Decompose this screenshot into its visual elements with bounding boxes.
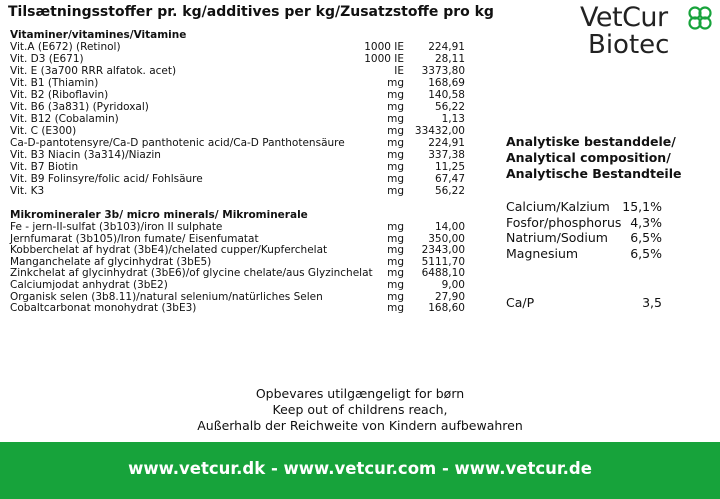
ratio-name: Ca/P [506, 295, 535, 310]
minerals-header: Mikromineraler 3b/ micro minerals/ Mikrominerale [10, 209, 308, 221]
row-name: Vit. E (3a700 RRR alfatok. acet) [10, 65, 177, 77]
row-unit: mg [387, 137, 404, 149]
table-row [10, 53, 465, 65]
table-row [10, 173, 465, 185]
table-row [10, 89, 465, 101]
vitamins-header: Vitaminer/vitamines/Vitamine [10, 29, 187, 41]
row-value: 33432,00 [414, 125, 465, 137]
footer-urls[interactable]: www.vetcur.dk - www.vetcur.com - www.vetcur.de [128, 459, 592, 478]
row-unit: mg [387, 89, 404, 101]
logo-line2: Biotec [588, 30, 670, 60]
row-value: 27,90 [434, 290, 465, 303]
analytical-title-line: Analytische Bestandteile [506, 166, 682, 181]
row-value: 350,00 [428, 232, 465, 245]
table-row [10, 101, 465, 113]
row-value: 28,11 [434, 53, 465, 65]
row-name: Zinkchelat af glycinhydrat (3bE6)/of glycine chelate/aus Glyzinchelat [10, 267, 373, 280]
footer-bar [0, 442, 720, 499]
row-value: 168,69 [428, 77, 465, 89]
row-name: Vit. K3 [10, 185, 45, 197]
row-value: 6,5% [630, 245, 662, 261]
row-unit: mg [387, 267, 404, 280]
row-value: 15,1% [622, 199, 662, 214]
row-value: 6488,10 [421, 267, 465, 280]
table-row [10, 113, 465, 125]
row-value: 9,00 [441, 279, 465, 291]
table-row [10, 233, 465, 245]
row-value: 224,91 [428, 137, 465, 149]
row-unit: mg [387, 232, 404, 245]
row-value: 4,3% [630, 214, 662, 230]
row-value: 168,60 [428, 302, 465, 315]
row-value: 337,38 [428, 149, 465, 161]
table-row [10, 302, 465, 314]
table-row [10, 244, 465, 256]
logo-line1: VetCur [580, 2, 668, 33]
row-name: Jernfumarat (3b105)/Iron fumate/ Eisenfumatat [10, 232, 259, 245]
row-value: 11,25 [434, 161, 465, 173]
vetcur-biotec-logo [568, 2, 718, 62]
row-name: Ca-D-pantotensyre/Ca-D panthotenic acid/Ca-D Panthotensäure [10, 137, 345, 149]
row-name: Fosfor/phosphorus [506, 214, 622, 230]
row-unit: mg [387, 113, 404, 125]
table-row [10, 41, 465, 53]
row-value: 67,47 [434, 173, 465, 185]
row-name: Cobaltcarbonat monohydrat (3bE3) [10, 302, 197, 315]
ratio-value: 3,5 [642, 295, 662, 310]
row-unit: 1000 IE [364, 53, 404, 65]
row-name: Fe - jern-II-sulfat (3b103)/iron II sulphate [10, 221, 223, 233]
row-unit: IE [394, 65, 404, 77]
keep-out-notice [0, 386, 720, 434]
row-unit: mg [387, 185, 404, 197]
row-value: 14,00 [434, 221, 465, 233]
table-row [10, 221, 465, 233]
ratio-row [506, 295, 662, 311]
row-name: Vit.A (E672) (Retinol) [10, 41, 121, 53]
row-unit: mg [387, 255, 404, 268]
row-unit: mg [387, 101, 404, 113]
row-unit: mg [387, 77, 404, 89]
row-name: Vit. D3 (E671) [10, 53, 84, 65]
row-name: Organisk selen (3b8.11)/natural selenium/natürliches Selen [10, 290, 323, 303]
row-unit: mg [387, 125, 404, 137]
row-name: Manganchelate af glycinhydrat (3bE5) [10, 255, 212, 268]
analytical-row [506, 215, 662, 231]
row-unit: mg [387, 173, 404, 185]
row-unit: 1000 IE [364, 41, 404, 53]
table-row [10, 185, 465, 197]
table-row [10, 291, 465, 303]
row-name: Vit. B9 Folinsyre/folic acid/ Fohlsäure [10, 173, 203, 185]
row-unit: mg [387, 302, 404, 315]
row-unit: mg [387, 149, 404, 161]
row-name: Calciumjodat anhydrat (3bE2) [10, 279, 168, 291]
analytical-row [506, 199, 662, 215]
row-name: Vit. B6 (3a831) (Pyridoxal) [10, 101, 149, 113]
row-name: Magnesium [506, 245, 579, 261]
table-row [10, 279, 465, 291]
row-name: Vit. B7 Biotin [10, 161, 79, 173]
table-row [10, 137, 465, 149]
analytical-title [506, 134, 681, 182]
table-row [10, 65, 465, 77]
row-value: 140,58 [428, 89, 465, 101]
row-value: 3373,80 [421, 65, 465, 77]
row-name: Vit. B12 (Cobalamin) [10, 113, 119, 125]
table-row [10, 77, 465, 89]
row-value: 56,22 [434, 101, 465, 113]
analytical-row [506, 230, 662, 246]
analytical-title-line: Analytical composition/ [506, 150, 671, 165]
table-row [10, 256, 465, 268]
row-name: Vit. B2 (Riboflavin) [10, 89, 109, 101]
row-value: 6,5% [630, 230, 662, 245]
keep-out-line: Opbevares utilgængeligt for børn [255, 386, 465, 401]
row-name: Vit. B3 Niacin (3a314)/Niazin [10, 149, 161, 161]
row-value: 5111,70 [421, 255, 465, 268]
row-name: Natrium/Sodium [506, 230, 608, 245]
row-name: Vit. B1 (Thiamin) [10, 77, 99, 89]
row-unit: mg [387, 161, 404, 173]
analytical-title-line: Analytiske bestanddele/ [506, 134, 676, 149]
table-row [10, 161, 465, 173]
clover-icon [686, 4, 714, 32]
row-unit: mg [387, 244, 404, 257]
row-unit: mg [387, 290, 404, 303]
row-name: Calcium/Kalzium [506, 199, 610, 214]
row-value: 224,91 [428, 41, 465, 53]
row-name: Vit. C (E300) [10, 125, 77, 137]
keep-out-line: Keep out of childrens reach, [272, 402, 448, 417]
table-row [10, 149, 465, 161]
table-row [10, 267, 465, 279]
row-value: 2343,00 [421, 244, 465, 257]
row-value: 1,13 [441, 113, 465, 125]
row-unit: mg [387, 279, 404, 291]
row-value: 56,22 [434, 185, 465, 197]
analytical-row [506, 246, 662, 262]
row-unit: mg [387, 221, 404, 233]
row-name: Kobberchelat af hydrat (3bE4)/chelated cupper/Kupferchelat [10, 244, 328, 257]
page-title: Tilsætningsstoffer pr. kg/additives per kg/Zusatzstoffe pro kg [8, 4, 494, 20]
keep-out-line: Außerhalb der Reichweite von Kindern aufbewahren [197, 418, 523, 433]
table-row [10, 125, 465, 137]
